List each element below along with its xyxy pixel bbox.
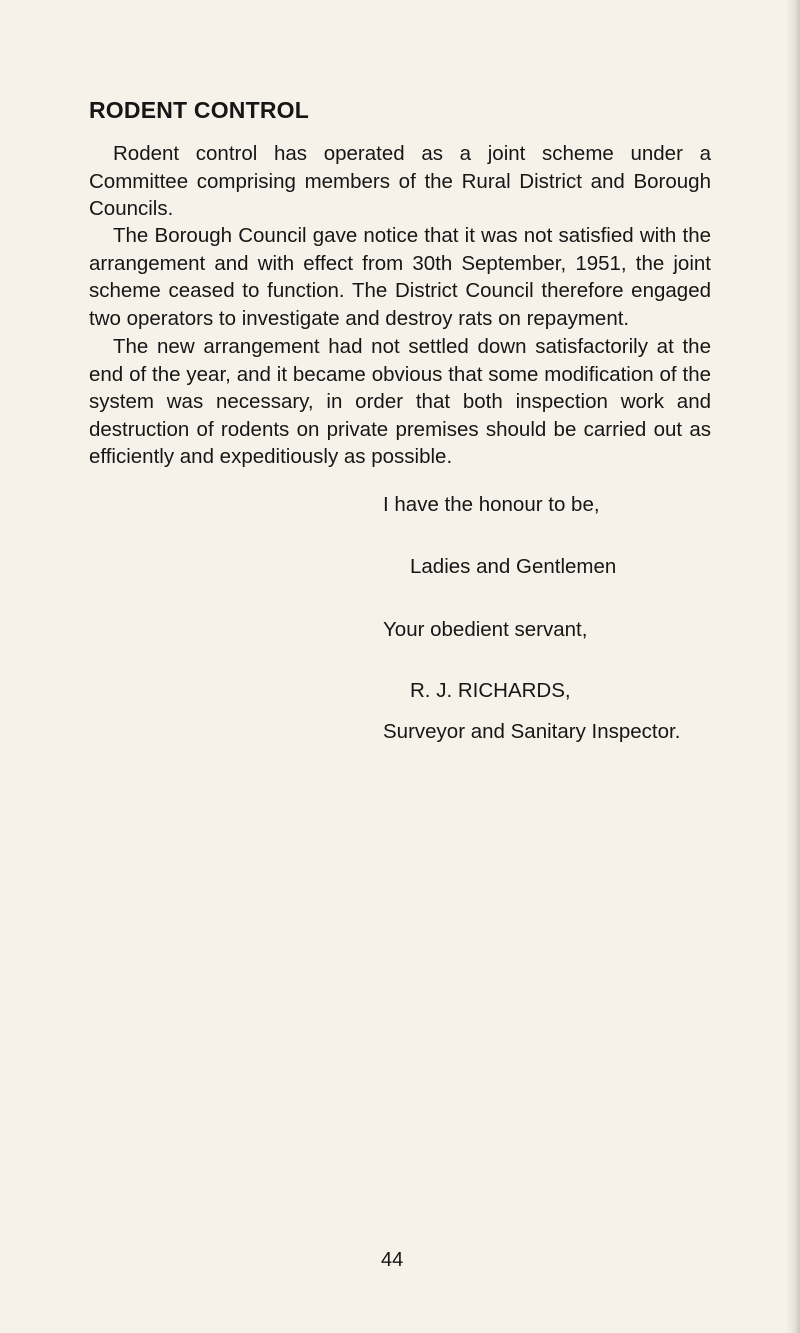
closing-salutation: Ladies and Gentlemen <box>410 555 617 578</box>
paragraph-joint-scheme: Rodent control has operated as a joint scheme under a Committee comprising members of the Rural District and Borough Councils. <box>89 142 711 221</box>
section-heading: RODENT CONTROL <box>89 97 310 123</box>
page-edge-shadow <box>786 0 800 1333</box>
paragraph-new-arrangement: The new arrangement had not settled down satisfactorily at the end of the year, and it became obvious that some modification of the system was necessary, in order that both inspection work and destruction of rodents on private premises should be carried out as efficiently and expeditiously as possible. <box>89 335 711 469</box>
signature-title: Surveyor and Sanitary Inspector. <box>383 720 681 743</box>
closing-honour-line: I have the honour to be, <box>383 493 600 516</box>
paragraph-borough-notice: The Borough Council gave notice that it was not satisfied with the arrangement and with effect from 30th September, 1951, the joint scheme ceased to function. The District Council therefore engaged two operators to investigate and destroy rats on repayment. <box>89 224 711 330</box>
closing-servant-line: Your obedient servant, <box>383 618 588 641</box>
page-number: 44 <box>381 1249 404 1271</box>
signature-name: R. J. RICHARDS, <box>410 679 571 702</box>
